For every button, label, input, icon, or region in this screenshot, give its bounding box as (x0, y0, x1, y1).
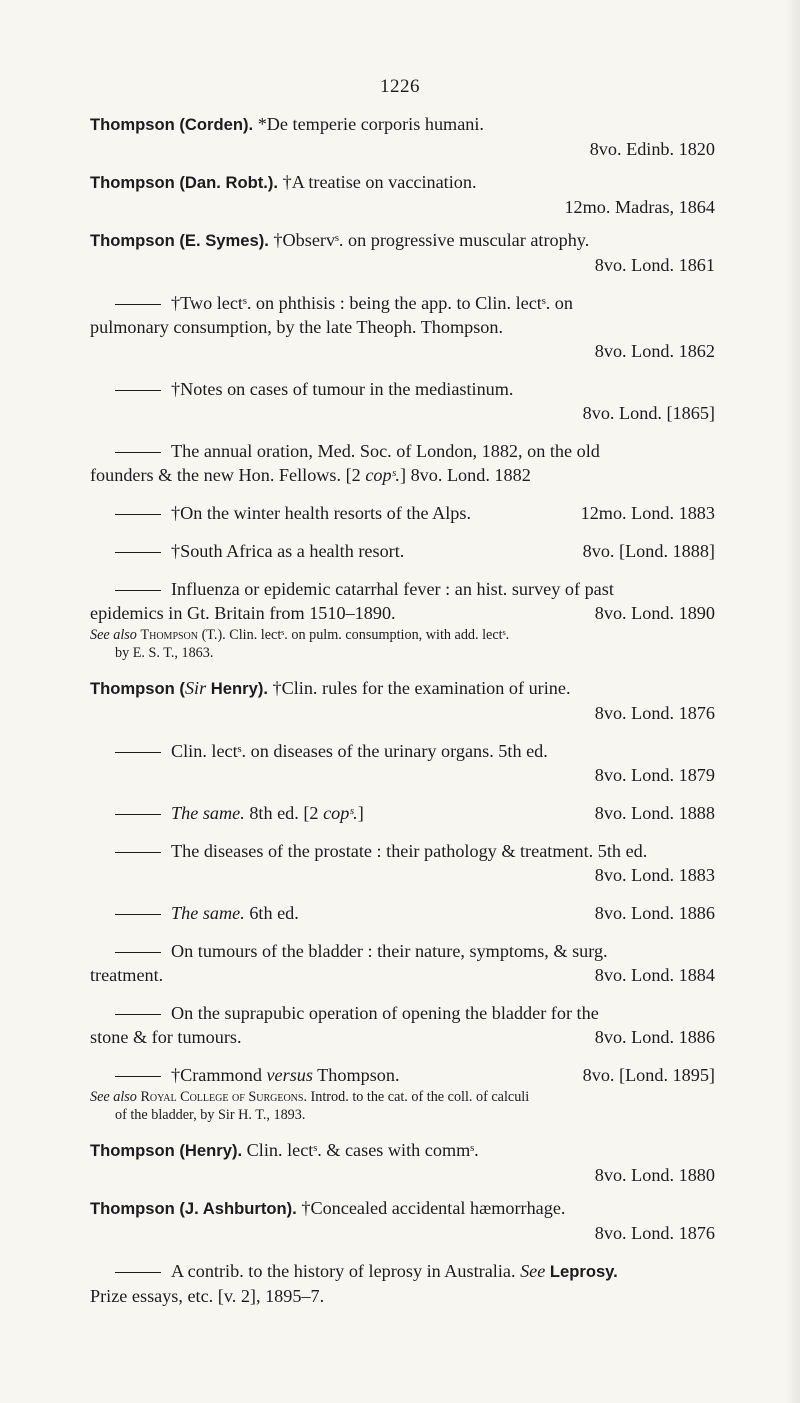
entry-title: †Notes on cases of tumour in the mediastinum. (171, 379, 514, 399)
entry-annual-oration (90, 439, 715, 487)
entry-title: The diseases of the prostate : their pathology & treatment. 5th ed. (171, 841, 648, 861)
page-edge-shadow (786, 0, 800, 1403)
see-also-text-continued: of the bladder, by Sir H. T., 1893. (115, 1107, 306, 1123)
author-name: Thompson (J. Ashburton). (90, 1199, 297, 1218)
entry-imprint: 12mo. Madras, 1864 (564, 197, 715, 217)
ditto-dash (115, 452, 161, 453)
ditto-dash (115, 1076, 161, 1077)
ditto-dash (115, 390, 161, 391)
ditto-dash (115, 590, 161, 591)
entry-south-africa (90, 539, 715, 563)
entry-thompson-corden (90, 112, 715, 161)
author-name: Thompson (E. Symes). (90, 231, 269, 250)
see-also-note (90, 1088, 715, 1124)
entry-thompson-e-symes (90, 228, 715, 277)
author-name: Thompson (Dan. Robt.). (90, 173, 279, 192)
ditto-dash (115, 514, 161, 515)
entry-imprint: 8vo. Lond. 1861 (594, 255, 715, 275)
entry-imprint: 8vo. Lond. 1890 (594, 603, 715, 623)
entry-title: Thompson. (312, 1065, 400, 1085)
entry-imprint: 8vo. Lond. 1886 (594, 903, 715, 923)
entry-title-continued: treatment. (90, 965, 164, 985)
entry-influenza (90, 577, 715, 662)
entry-title: †Crammond (171, 1065, 267, 1085)
entry-imprint: 8vo. Lond. [1865] (582, 403, 715, 423)
entry-title-same: The same. (171, 903, 245, 923)
entry-thompson-henry (90, 1138, 715, 1187)
entry-title-versus: versus (266, 1065, 313, 1085)
copies-abbrev: copˢ. (323, 803, 358, 823)
entry-same-6th-ed (90, 901, 715, 925)
entry-winter-health-resorts (90, 501, 715, 525)
entry-title-continued: founders & the new Hon. Fellows. [2 (90, 465, 366, 485)
ditto-dash (115, 752, 161, 753)
see-also-target: Royal College of Surgeons. (140, 1089, 307, 1105)
entry-tumours-bladder (90, 939, 715, 987)
entry-title-same: The same. (171, 803, 245, 823)
entry-imprint: 8vo. [Lond. 1888] (582, 541, 715, 561)
entry-crammond-versus-thompson (90, 1063, 715, 1124)
see-also-label: See also (90, 1089, 137, 1105)
entry-imprint: 8vo. Lond. 1876 (594, 1223, 715, 1243)
entry-title: On tumours of the bladder : their nature, symptoms, & surg. (171, 941, 608, 961)
entry-imprint: ] 8vo. Lond. 1882 (399, 465, 531, 485)
ditto-dash (115, 852, 161, 853)
entry-title-continued: pulmonary consumption, by the late Theoph. Thompson. (90, 317, 504, 337)
entry-imprint: 8vo. Lond. 1879 (594, 765, 715, 785)
entry-title: †Two lectˢ. on phthisis : being the app. to Clin. lectˢ. on (171, 293, 573, 313)
entry-title-continued: Prize essays, etc. [v. 2], 1895–7. (90, 1286, 325, 1306)
entry-clin-lect-urinary (90, 739, 715, 787)
entry-imprint: 8vo. [Lond. 1895] (582, 1065, 715, 1085)
entry-title: Clin. lectˢ. & cases with commˢ. (246, 1140, 479, 1160)
entry-title: On the suprapubic operation of opening the bladder for the (171, 1003, 599, 1023)
author-name: Thompson (Henry). (90, 1141, 243, 1160)
author-name: Thompson (Corden). (90, 115, 254, 134)
see-also-label: See also (90, 627, 137, 643)
ditto-dash (115, 914, 161, 915)
entry-title-continued: stone & for tumours. (90, 1027, 242, 1047)
author-title-sir: Sir (184, 678, 207, 698)
entry-two-lectures-phthisis (90, 291, 715, 363)
entry-title: †Observˢ. on progressive muscular atrophy. (273, 230, 590, 250)
entry-imprint: 8vo. Lond. 1886 (594, 1027, 715, 1047)
ditto-dash (115, 304, 161, 305)
entry-imprint: 8vo. Lond. 1884 (594, 965, 715, 985)
entry-title-continued: epidemics in Gt. Britain from 1510–1890. (90, 603, 396, 623)
entry-title: A contrib. to the history of leprosy in Australia. (171, 1261, 516, 1281)
entry-thompson-j-ashburton (90, 1196, 715, 1245)
entry-title: †Clin. rules for the examination of urine. (272, 678, 571, 698)
see-target: Leprosy. (549, 1262, 618, 1281)
entry-imprint: 12mo. Lond. 1883 (580, 503, 715, 523)
entry-same-8th-ed (90, 801, 715, 825)
copies-abbrev: copˢ. (365, 465, 400, 485)
see-also-note (90, 626, 715, 662)
entry-title: Influenza or epidemic catarrhal fever : an hist. survey of past (171, 579, 614, 599)
entry-title: †South Africa as a health resort. (171, 541, 405, 561)
entry-imprint: 8vo. Lond. 1888 (594, 803, 715, 823)
entry-title: *De temperie corporis humani. (257, 114, 484, 134)
entry-title: ] (357, 803, 364, 823)
entry-title: †On the winter health resorts of the Alps. (171, 503, 472, 523)
see-also-text: Introd. to the cat. of the coll. of calculi (307, 1089, 530, 1105)
entry-title: 6th ed. (244, 903, 299, 923)
ditto-dash (115, 552, 161, 553)
entry-title: †Concealed accidental hæmorrhage. (301, 1198, 566, 1218)
author-name-part: Henry). (206, 679, 268, 698)
author-name-part: Thompson ( (90, 679, 185, 698)
see-also-text: (T.). Clin. lectˢ. on pulm. consumption, with add. lectˢ. (201, 627, 510, 643)
entry-imprint: 8vo. Lond. 1883 (594, 865, 715, 885)
see-also-target: Thompson (140, 627, 199, 643)
entry-diseases-prostate (90, 839, 715, 887)
ditto-dash (115, 1272, 161, 1273)
ditto-dash (115, 814, 161, 815)
see-also-text-continued: by E. S. T., 1863. (115, 645, 214, 661)
entry-suprapubic-operation (90, 1001, 715, 1049)
author-name (90, 679, 268, 698)
entry-thompson-dan-robt (90, 170, 715, 219)
entry-imprint: 8vo. Lond. 1880 (594, 1165, 715, 1185)
entry-notes-mediastinum (90, 377, 715, 425)
entry-title: Clin. lectˢ. on diseases of the urinary organs. 5th ed. (171, 741, 548, 761)
entry-imprint: 8vo. Lond. 1876 (594, 703, 715, 723)
entry-imprint: 8vo. Lond. 1862 (594, 341, 715, 361)
ditto-dash (115, 1014, 161, 1015)
entry-title: †A treatise on vaccination. (282, 172, 477, 192)
entry-title: 8th ed. [2 (244, 803, 324, 823)
ditto-dash (115, 952, 161, 953)
bibliography-list (90, 112, 715, 1317)
see-label: See (520, 1261, 546, 1281)
entry-thompson-sir-henry (90, 676, 715, 725)
page-number: 1226 (380, 76, 420, 97)
entry-title: The annual oration, Med. Soc. of London, 1882, on the old (171, 441, 600, 461)
entry-leprosy-australia (90, 1259, 715, 1308)
entry-imprint: 8vo. Edinb. 1820 (589, 139, 715, 159)
